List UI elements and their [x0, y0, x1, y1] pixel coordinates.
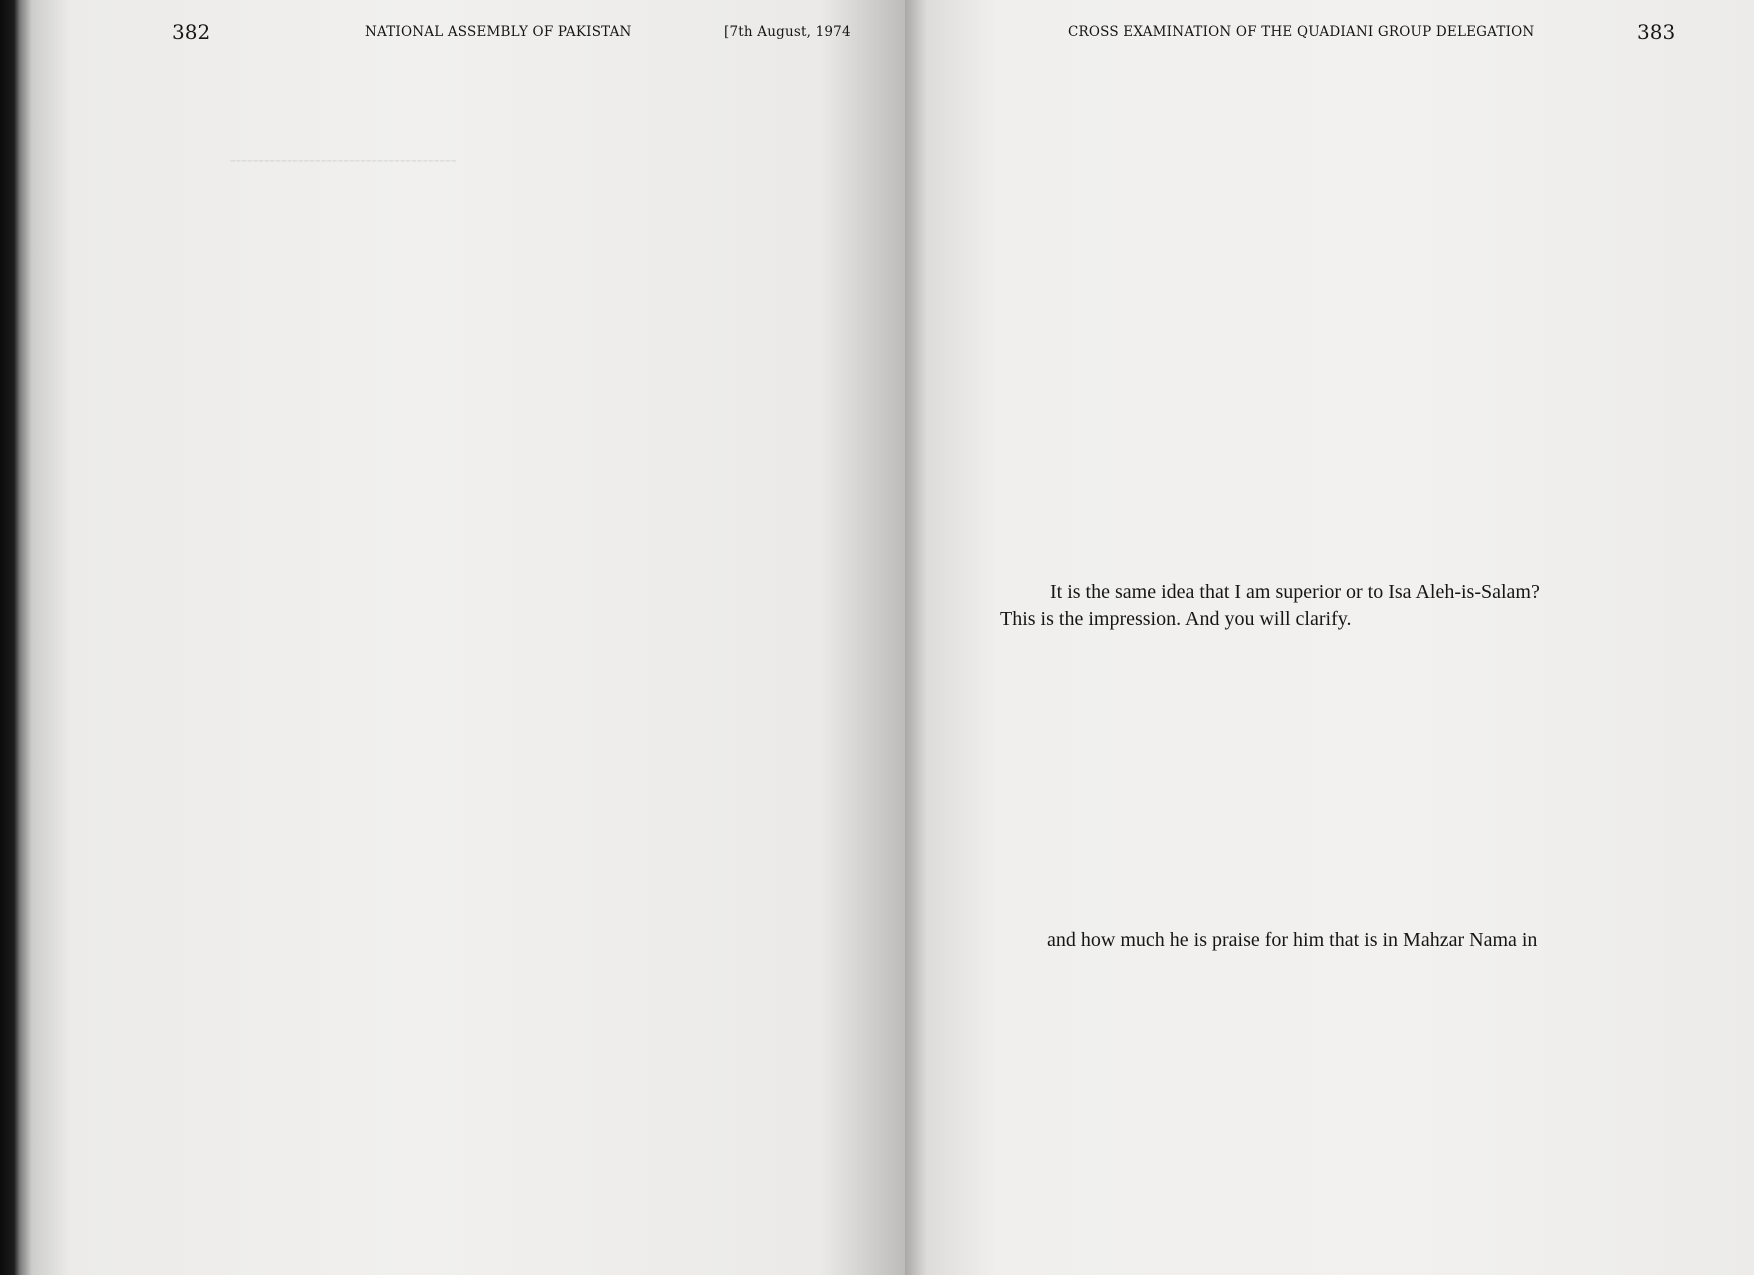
show-through-text: ‑‑‑‑‑‑‑‑‑‑‑‑‑‑‑‑‑‑‑‑‑‑‑‑‑‑‑‑‑‑‑‑‑‑‑‑‑‑‑‑ — [230, 150, 457, 169]
running-head-title: NATIONAL ASSEMBLY OF PAKISTAN — [365, 24, 632, 40]
english-text-line: This is the impression. And you will clarify. — [1000, 608, 1352, 630]
page-number: 382 — [172, 20, 211, 44]
english-text-line: and how much he is praise for him that is in Mahzar Nama in — [1047, 929, 1538, 951]
english-text-line: It is the same idea that I am superior or to Isa Aleh-is-Salam? — [1050, 581, 1540, 603]
page-number: 383 — [1637, 20, 1676, 44]
running-head-title: CROSS EXAMINATION OF THE QUADIANI GROUP DELEGATION — [1068, 24, 1535, 40]
running-head-date: [7th August, 1974 — [724, 24, 851, 40]
right-page — [905, 0, 1754, 1275]
